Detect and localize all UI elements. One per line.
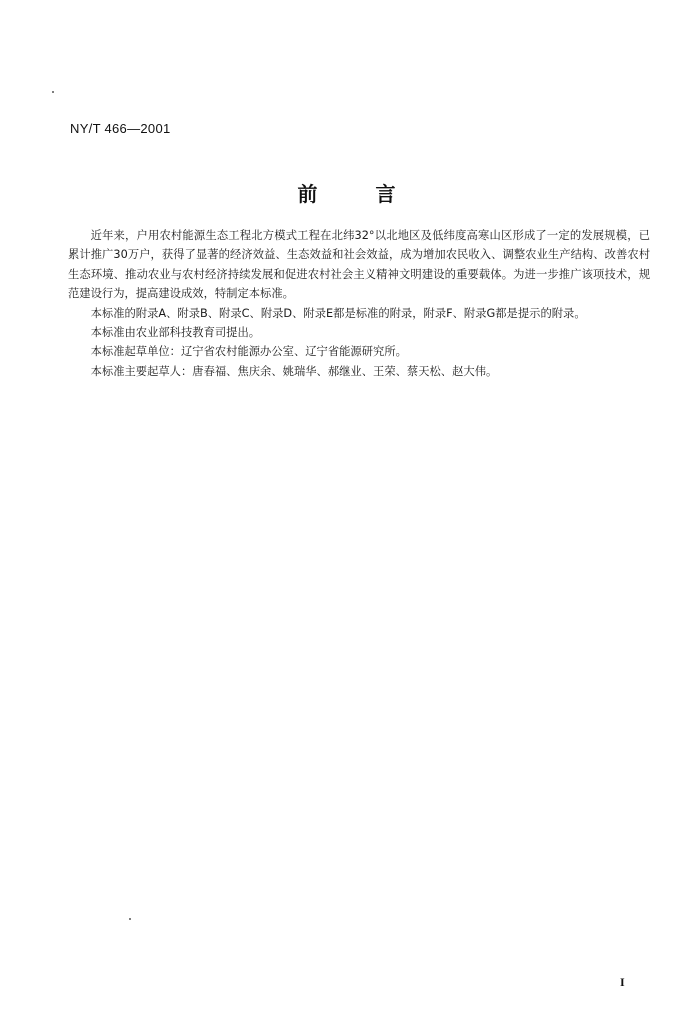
scan-speck — [129, 918, 131, 920]
page-number: I — [620, 975, 625, 989]
paragraph-drafters: 本标准主要起草人：唐春福、焦庆余、姚瑞华、郝继业、王荣、蔡天松、赵大伟。 — [90, 364, 498, 378]
standard-code: NY/T 466—2001 — [70, 121, 171, 136]
scan-speck — [52, 91, 54, 93]
paragraph-intro: 近年来，户用农村能源生态工程北方模式工程在北纬32°以北地区及低纬度高寒山区形成了一定的发展规模，已累计推广30万户，获得了显著的经济效益、生态效益和社会效益，成为增加农民收入、调整农业生产结构、改善农村生态环境、推动农业与农村经济持续发展和促进农村社会主义精神文明建设的重要载体。为进一步推广该项技术，规范建设行为，提高建设成效，特制定本标准。 — [68, 229, 650, 301]
page-title: 前言 — [297, 182, 454, 206]
paragraph-drafting-units: 本标准起草单位：辽宁省农村能源办公室、辽宁省能源研究所。 — [90, 345, 407, 359]
paragraph-appendices: 本标准的附录A、附录B、附录C、附录D、附录E都是标准的附录，附录F、附录G都是提示的附录。 — [90, 306, 586, 320]
foreword-body — [68, 226, 650, 381]
paragraph-proposer: 本标准由农业部科技教育司提出。 — [90, 326, 261, 340]
